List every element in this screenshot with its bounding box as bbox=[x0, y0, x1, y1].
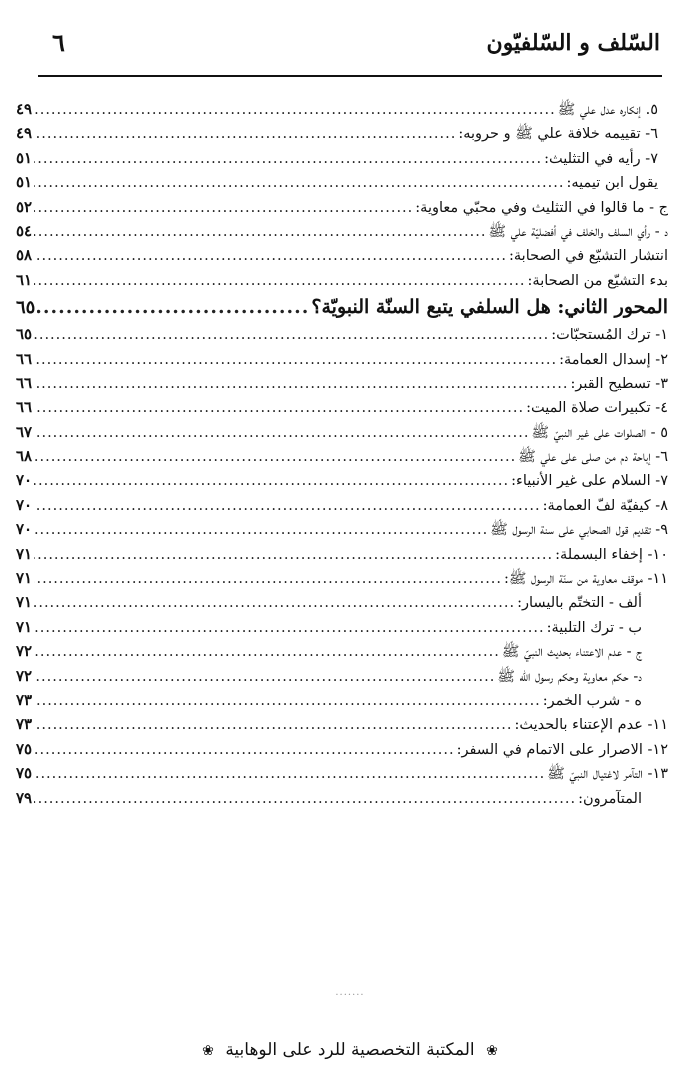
toc-page-number: ٦٥ bbox=[16, 297, 36, 319]
publisher-banner bbox=[0, 1040, 700, 1060]
toc-entry-title: ١- ترك المُستحبّات: bbox=[551, 327, 668, 344]
toc-entry bbox=[16, 615, 668, 639]
toc-leader-dots bbox=[34, 518, 488, 542]
toc-leader-dots bbox=[34, 616, 544, 640]
toc-page-number: ٦٦ bbox=[16, 373, 33, 392]
toc-leader-dots bbox=[34, 762, 545, 786]
toc-entry-title: ٧- السلام على غير الأنبياء: bbox=[511, 473, 668, 490]
toc-leader-dots bbox=[34, 244, 507, 268]
toc-entry-title: ٨- كيفيّة لفّ العمامة: bbox=[542, 497, 668, 514]
toc-page-number: ٧٥ bbox=[16, 739, 33, 758]
toc-entry-title: المحور الثاني: هل السلفي يتبع السنّة النبويّة؟ bbox=[311, 296, 668, 319]
toc-entry bbox=[16, 688, 668, 712]
toc-entry bbox=[16, 468, 668, 492]
toc-entry-title: ٥ - الصلوات على غير النبيّ ﷺ bbox=[531, 424, 668, 441]
toc-entry bbox=[16, 542, 668, 566]
toc-page-number: ٤٩ bbox=[16, 100, 33, 118]
toc-page-number: ٧٠ bbox=[16, 495, 33, 514]
toc-entry bbox=[16, 712, 668, 736]
toc-page-number: ٧١ bbox=[16, 593, 33, 612]
toc-section-heading bbox=[16, 292, 668, 322]
toc-leader-dots bbox=[34, 98, 556, 122]
toc-page-number: ٧٢ bbox=[16, 666, 33, 685]
toc-entry-title: ١١- عدم الإعتناء بالحديث: bbox=[514, 717, 668, 734]
toc-page-number: ٧٠ bbox=[16, 520, 33, 539]
toc-leader-dots bbox=[37, 292, 309, 322]
toc-leader-dots bbox=[34, 372, 568, 396]
toc-leader-dots bbox=[34, 494, 540, 518]
toc-entry-title: ٦- إباحة دم من صلى على علي ﷺ bbox=[518, 449, 668, 466]
page-number: ٦ bbox=[52, 28, 65, 57]
toc-leader-dots bbox=[34, 171, 564, 195]
table-of-contents bbox=[16, 97, 668, 810]
toc-entry bbox=[16, 219, 668, 243]
toc-entry bbox=[16, 639, 668, 663]
toc-leader-dots bbox=[34, 421, 529, 445]
toc-page-number: ٧١ bbox=[16, 617, 33, 636]
toc-page-number: ٧٠ bbox=[16, 471, 33, 490]
toc-entry-title: ج - عدم الاعتناء بحديث النبيّ ﷺ bbox=[501, 644, 642, 661]
toc-leader-dots bbox=[34, 640, 500, 664]
toc-entry-title: ٩- تقديم قول الصحابي على سنة الرسول ﷺ bbox=[490, 522, 668, 539]
toc-entry bbox=[16, 97, 668, 121]
toc-page-number: ٦٨ bbox=[16, 447, 33, 466]
toc-leader-dots bbox=[34, 220, 486, 244]
toc-entry-title: ٧- رأيه في التثليث: bbox=[544, 150, 658, 167]
flower-ornament-icon: ❀ bbox=[486, 1043, 498, 1059]
toc-leader-dots bbox=[34, 591, 515, 615]
toc-entry bbox=[16, 243, 668, 267]
toc-entry bbox=[16, 517, 668, 541]
toc-page-number: ٧٣ bbox=[16, 690, 33, 709]
toc-page-number: ٤٩ bbox=[16, 124, 33, 143]
page-header bbox=[40, 22, 660, 72]
toc-entry bbox=[16, 444, 668, 468]
toc-page-number: ٧٩ bbox=[16, 788, 33, 807]
toc-entry bbox=[16, 737, 668, 761]
toc-page-number: ٧٥ bbox=[16, 764, 33, 783]
toc-page-number: ٥١ bbox=[16, 148, 33, 167]
toc-leader-dots bbox=[34, 445, 516, 469]
toc-entry bbox=[16, 268, 668, 292]
toc-page-number: ٧١ bbox=[16, 544, 33, 563]
toc-entry-title: ١٣- التآمر لاغتيال النبيّ ﷺ bbox=[547, 766, 668, 783]
toc-entry-title: ١٠- إخفاء البسملة: bbox=[555, 546, 668, 563]
toc-entry bbox=[16, 664, 668, 688]
toc-page-number: ٥١ bbox=[16, 173, 33, 192]
toc-leader-dots bbox=[34, 269, 525, 293]
toc-page-number: ٥٢ bbox=[16, 197, 33, 216]
toc-entry bbox=[16, 170, 668, 194]
toc-entry bbox=[16, 566, 668, 590]
toc-entry-title: ١١- موقف معاوية من سنّة الرسول ﷺ: bbox=[504, 571, 668, 588]
toc-entry bbox=[16, 121, 668, 145]
toc-entry-title: ٦- تقييمه خلافة علي ﷺ و حروبه: bbox=[458, 126, 658, 143]
toc-entry bbox=[16, 493, 668, 517]
publisher-name: المكتبة التخصصية للرد على الوهابية bbox=[225, 1040, 475, 1060]
toc-entry bbox=[16, 195, 668, 219]
header-divider bbox=[38, 75, 662, 77]
toc-page-number: ٦١ bbox=[16, 270, 33, 289]
toc-page-number: ٧١ bbox=[16, 569, 33, 588]
toc-entry-title: ج - ما قالوا في التثليث وفي محبّي معاوية: bbox=[415, 199, 668, 216]
toc-leader-dots bbox=[34, 787, 576, 811]
toc-entry bbox=[16, 371, 668, 395]
toc-leader-dots bbox=[34, 396, 524, 420]
toc-entry-title: ٣- تسطيح القبر: bbox=[570, 375, 668, 392]
toc-leader-dots bbox=[34, 348, 557, 372]
toc-leader-dots bbox=[34, 665, 495, 689]
toc-leader-dots bbox=[34, 196, 413, 220]
toc-entry bbox=[16, 395, 668, 419]
toc-leader-dots bbox=[34, 469, 509, 493]
toc-entry-title: المتآمرون: bbox=[578, 790, 642, 807]
toc-entry-title: ١٢- الاصرار على الاتمام في السفر: bbox=[456, 741, 668, 758]
book-title: السّلف و السّلفيّون bbox=[486, 30, 660, 56]
toc-entry bbox=[16, 590, 668, 614]
toc-entry-title: ب - ترك التلبية: bbox=[546, 619, 642, 636]
toc-entry-title: ألف - التختّم باليسار: bbox=[517, 595, 642, 612]
toc-leader-dots bbox=[34, 147, 542, 171]
toc-page-number: ٦٦ bbox=[16, 349, 33, 368]
toc-page-number: ٦٦ bbox=[16, 398, 33, 417]
toc-entry-title: ٤- تكبيرات صلاة الميت: bbox=[526, 400, 668, 417]
footer-mark: ······· bbox=[335, 990, 365, 1001]
toc-entry-title: انتشار التشيّع في الصحابة: bbox=[509, 248, 668, 265]
toc-leader-dots bbox=[34, 567, 502, 591]
toc-leader-dots bbox=[34, 689, 541, 713]
toc-entry bbox=[16, 322, 668, 346]
toc-leader-dots bbox=[34, 122, 456, 146]
toc-entry-title: بدء التشيّع من الصحابة: bbox=[527, 272, 668, 289]
toc-entry bbox=[16, 420, 668, 444]
toc-page-number: ٧٢ bbox=[16, 642, 33, 661]
toc-page-number: ٦٥ bbox=[16, 325, 33, 344]
toc-page-number: ٥٤ bbox=[16, 221, 33, 240]
toc-leader-dots bbox=[34, 713, 512, 737]
toc-entry-title: يقول ابن تيميه: bbox=[566, 175, 658, 192]
flower-ornament-icon: ❀ bbox=[202, 1043, 214, 1059]
toc-page-number: ٧٣ bbox=[16, 715, 33, 734]
toc-entry-title: ٥. إنكاره عدل علي ﷺ bbox=[557, 102, 658, 118]
toc-entry bbox=[16, 786, 668, 810]
toc-entry bbox=[16, 761, 668, 785]
toc-entry-title: ه - شرب الخمر: bbox=[542, 692, 642, 709]
toc-leader-dots bbox=[34, 738, 454, 762]
toc-entry-title: ٢- إسدال العمامة: bbox=[559, 351, 668, 368]
toc-page-number: ٥٨ bbox=[16, 246, 33, 265]
toc-leader-dots bbox=[34, 543, 553, 567]
toc-entry bbox=[16, 146, 668, 170]
toc-entry bbox=[16, 347, 668, 371]
toc-entry-title: د- حكم معاوية وحكم رسول الله ﷺ bbox=[497, 668, 642, 685]
toc-entry-title: د - رأي السلف والخلف في أفضليّة علي ﷺ bbox=[488, 223, 668, 240]
toc-leader-dots bbox=[34, 323, 549, 347]
toc-page-number: ٦٧ bbox=[16, 422, 33, 441]
